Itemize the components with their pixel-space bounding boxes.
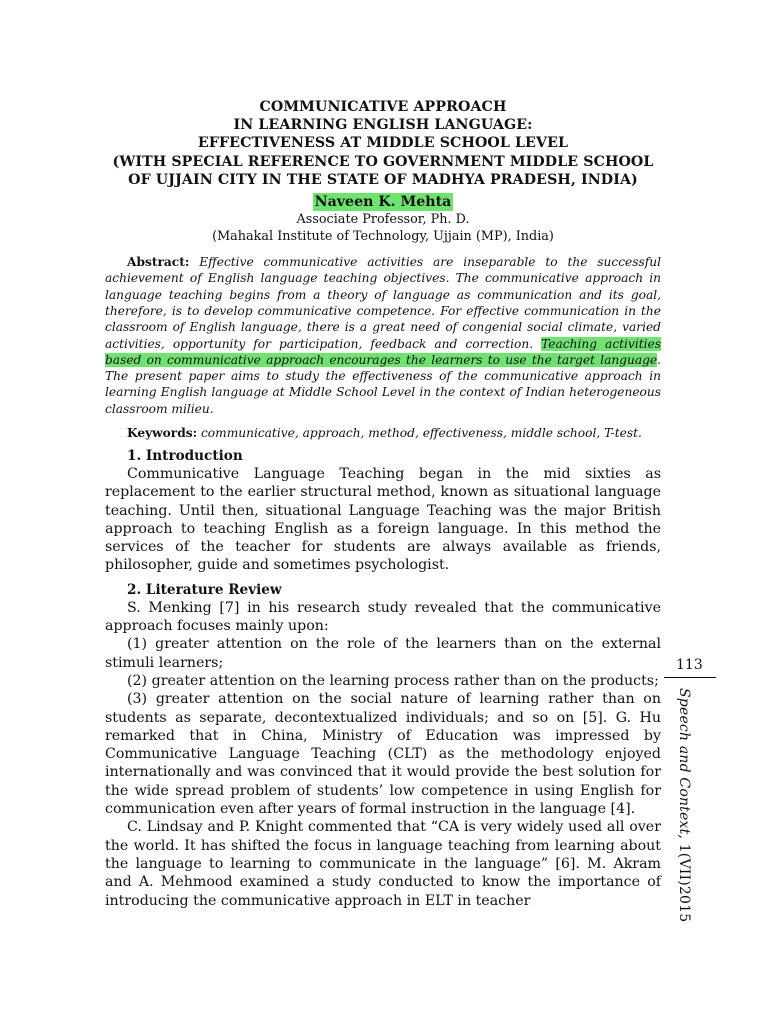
paper-page [105,98,661,910]
abstract-text: Effective communicative activities are inseparable to the successful achievement of English language teaching objectives. The communicative approach in language teaching begins from a theory of language as communication and its goal, therefore, is to develop communicative competence. For effective communication in the classroom of English language, there is a great need of congenial social climate, varied activities, opportunity for participation, feedback and correction. [105,255,661,351]
abstract-highlight: Teaching activities based on communicative approach encourages the learners to use the target language [105,336,661,367]
journal-issue: 1(VII)2015 [676,839,692,923]
paragraph: C. Lindsay and P. Knight commented that “CA is very widely used all over the world. It has shifted the focus in language teaching from learning about the language to learning to communicate in the language” [6]. M. Akram and A. Mehmood examined a study conducted to know the importance of introducing the communicative approach in ELT in teacher [105,819,661,909]
title-line: EFFECTIVENESS AT MIDDLE SCHOOL LEVEL [197,135,569,152]
author-institution: (Mahakal Institute of Technology, Ujjain (MP), India) [212,229,554,245]
author-position: Associate Professor, Ph. D. [296,212,470,228]
title-line: IN LEARNING ENGLISH LANGUAGE: [233,117,533,134]
keywords [105,425,661,441]
abstract-label: Abstract: [127,255,190,270]
title-line: OF UJJAIN CITY IN THE STATE OF MADHYA PRADESH, INDIA) [128,171,638,188]
paragraph: (3) greater attention on the social nature of learning rather than on students as separate, decontextualized individuals; and so on [5]. G. Hu remarked that in China, Ministry of Education was impressed by Communicative Language Teaching (CLT) as the methodology enjoyed internationally and was convinced that it would provide the best solution for the wide spread problem of students’ low competence in using English for communication even after years of formal instruction in the language [4]. [105,691,661,818]
keywords-label: Keywords: [127,425,198,440]
journal-citation [676,688,692,922]
paper-title [105,98,661,189]
author-name: Naveen K. Mehta [314,194,452,211]
paragraph: (2) greater attention on the learning process rather than on the products; [127,672,659,689]
page-number: 113 [676,657,703,673]
keywords-text: communicative, approach, method, effectiveness, middle school, T-test. [197,425,642,440]
title-line: (WITH SPECIAL REFERENCE TO GOVERNMENT MIDDLE SCHOOL [112,153,654,170]
author-block [105,191,661,211]
paragraph: S. Menking [7] in his research study revealed that the communicative approach focuses mainly upon: [105,599,661,635]
paragraph: Communicative Language Teaching began in the mid sixties as replacement to the earlier structural method, known as situational language teaching. Until then, situational Language Teaching was the major British approach to teaching English as a foreign language. In this method the services of the teacher for students are always available as friends, philosopher, guide and sometimes psychologist. [105,465,661,574]
abstract [105,254,661,417]
journal-name: Speech and Context, [676,688,692,840]
section-heading-introduction: 1. Introduction [127,447,243,464]
paragraph: (1) greater attention on the role of the learners than on the external stimuli learners; [105,636,661,671]
sidebar-divider [664,677,716,678]
abstract-text-end: . The present paper aims to study the effectiveness of the communicative approach in learning English language at Middle School Level in the context of Indian heterogeneous classroom milieu. [105,352,661,416]
journal-sidebar [672,688,692,923]
section-heading-literature-review: 2. Literature Review [127,581,282,598]
title-line: COMMUNICATIVE APPROACH [259,99,507,115]
